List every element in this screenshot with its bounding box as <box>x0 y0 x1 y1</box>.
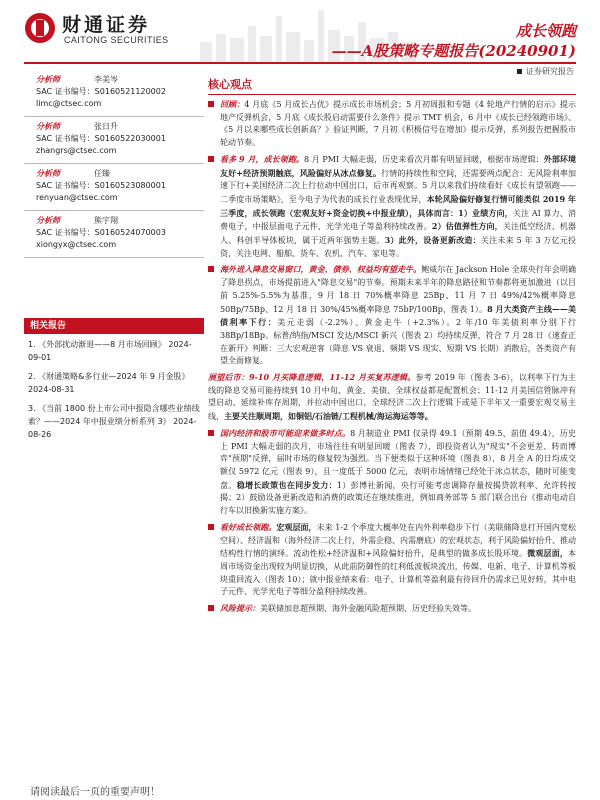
paragraph-text: 关注 AI 算力、消费电子，中报层面电子元件、光学光电子等盈利持续改善。 <box>220 208 576 232</box>
analyst-card <box>24 70 204 117</box>
analyst-card <box>24 211 204 258</box>
paragraph-text: 本周市场资金出现较为明显切换，从此前防御性的红利低波板块流出，传媒、电新、电子、计算机等板块重回流入（图表 10）；就中报业绩来看：电子、计算机等盈利最有待回升仍需求已见好转，其中电子元件、光学光电子等细分盈利持续改善。 <box>220 549 577 597</box>
review-paragraph <box>208 98 576 150</box>
overseas-rate-cut-paragraph <box>208 263 576 368</box>
core-views-heading: 核心观点 <box>208 78 576 95</box>
september-outlook-paragraph <box>208 153 576 261</box>
analyst-role: 分析师 <box>36 216 60 225</box>
report-title: 成长领跑 <box>515 22 576 40</box>
analyst-cert: SAC 证书编号：S0160522030001 <box>36 134 166 143</box>
logo-en-text: CAITONG SECURITIES <box>64 35 169 45</box>
analyst-cert: SAC 证书编号：S0160521120002 <box>36 87 166 96</box>
analyst-card <box>24 164 204 211</box>
analyst-name: 李美岑 <box>94 75 118 84</box>
paragraph-bold: 外部环境友好+经济预期触底，风险偏好从冰点修复。 <box>220 153 577 178</box>
paragraph-lead: 海外进入降息交易窗口，黄金、债券、权益均有望走牛。 <box>220 264 422 275</box>
red-bullet-icon <box>208 430 214 436</box>
square-bullet-icon <box>517 69 522 74</box>
paragraph-bold: 3）此外，设备更新改造： <box>384 235 481 246</box>
red-bullet-icon <box>208 524 214 530</box>
paragraph-bold: 2）估值弹性方向， <box>431 221 503 232</box>
analyst-role: 分析师 <box>36 75 60 84</box>
paragraph-text: 关注低空经济、机器人、科创半导体板块，属于近两年强势主题。 <box>220 222 577 246</box>
paragraph-text: 美联储加息超预期、海外金融风险超预期、历史经验失效等。 <box>260 604 476 614</box>
red-bullet-icon <box>208 266 214 272</box>
analyst-email[interactable]: zhangrs@ctsec.com <box>36 146 117 155</box>
paragraph-bold: 8 月大类资产主线——美债利率下行： <box>220 303 577 328</box>
disclaimer-footer: 请阅读最后一页的重要声明！ <box>30 787 160 798</box>
related-report-link[interactable]: 3. 《当前 1800 份上市公司中报隐含哪些业绩线索？——2024 年中报业绩分析系列 3》 2024-08-26 <box>28 404 200 439</box>
paragraph-text: 1）彭博社新闻，央行可能考虑调降存量按揭贷款利率、允许转按揭；2）鼓励设备更新改造和消费的政策还在继续推进，例如商务部等 5 部门联合出台《推动电动自行车以旧换新实施方案》。 <box>220 480 577 516</box>
analyst-role: 分析师 <box>36 122 60 131</box>
paragraph-text: 关注未来 5 年 3 万亿元投资，关注电网、船舶、货车、农机、汽车、家电等。 <box>220 236 576 258</box>
core-views-section <box>208 78 576 616</box>
paragraph-lead: 国内经济和股市可能迎来做多时点。 <box>220 427 351 438</box>
paragraph-lead: 展望后市：9-10 月买降息逻辑，11-12 月买复苏逻辑。 <box>208 372 416 383</box>
paragraph-text: 美元走弱（-2.2%）、黄金走牛（+2.3%）。2 年/10 年美债利率分别下行 38Bp/18Bp。标普/纳指/MSCI 发达/MSCI 新兴（图表 2）均持续反弹，符合 7 月 28 日《速查正在新开》判断：三大宏观逆客（降息 VS 衰退、频期 VS 现实、短期 VS 长期）消散后，各类资产有望全面修复。 <box>220 318 577 366</box>
report-type-label: 证券研究报告 <box>526 67 574 76</box>
paragraph-bold: 主要关注顺周期，如铜铝/石油链/工程机械/海运海运等等。 <box>224 411 433 422</box>
red-bullet-icon <box>208 101 214 107</box>
paragraph-text: 8 月 PMI 大幅走弱，历史来看次月都有明显回暖，根据市场逻辑： <box>304 154 544 164</box>
analyst-email[interactable]: xiongyx@ctsec.com <box>36 240 117 249</box>
paragraph-text: 8 月制造业 PMI 仅录得 49.1（预期 49.5、前值 49.4），历史上 PMI 大幅走弱的次月，市场往往有明显回暖（图表 7），即投资者认为"现实"不会更差、转而博弈"预期"反弹，届时市场的修复较为强烈。当下便类似于这种环境（图表 8），8 月全 A 的日均成交额仅 5972 亿元（图表 9），且一度低于 5000 亿元，表明市场情绪已经处于冰点状态，随时可能变盘。 <box>220 428 576 490</box>
domestic-economy-paragraph <box>208 427 576 518</box>
red-bullet-icon <box>208 156 214 162</box>
analyst-name: 张日升 <box>94 122 118 131</box>
related-report-link[interactable]: 2. 《财通策略&多行业—2024 年 9 月金股》 2024-08-31 <box>28 372 190 394</box>
red-bullet-icon <box>208 605 214 611</box>
company-logo <box>24 8 194 52</box>
paragraph-lead: 风险提示： <box>220 603 260 614</box>
analyst-cert: SAC 证书编号：S0160523080001 <box>36 181 166 190</box>
paragraph-bold: 微观层面， <box>527 548 569 559</box>
paragraph-text: 未来 1-2 个季度大概率处在内外利率稳步下行（美联储降息打开国内宽松空间）、经济温和（海外经济二次上行，外需企稳、内需磨底）的宏观状态，利于风险偏好抬升、推动结构性行情的演绎。流动性松+经济温和+风险偏好抬升，是典型的做多成长股环境。 <box>220 522 577 559</box>
paragraph-lead: 看多 9 月，成长领跑。 <box>220 153 305 164</box>
analyst-email[interactable]: limc@ctsec.com <box>36 99 102 108</box>
paragraph-bold: 宏观层面， <box>276 521 317 532</box>
paragraph-text: 参考 2019 年（图表 3-6），以利率下行为主线的降息交易可能持续到 10 月中旬，黄金、美债、全球权益都是配置机会；11-12 月美国信管脉冲有望启动、延续补库存周期，并拉动中国出口，全球经济二次上行逻辑下或是下半年又一重要宏观交易主线， <box>208 373 576 422</box>
market-outlook-paragraph <box>208 371 576 424</box>
header-divider <box>24 62 576 64</box>
paragraph-text: 行情的持续性和空间，还需要两点配合：无风险利率加速下行+美国经济二次上行拉动中国出口，后市再观察。5 月以来我们持续看好《成长有望领跑——二季度市场策略》，至今电子为代表的成长行业表现优异， <box>220 168 577 204</box>
related-reports-heading: 相关报告 <box>24 318 204 334</box>
analyst-name: 熊宇翔 <box>94 216 118 225</box>
report-type-tag <box>517 66 574 77</box>
paragraph-bold: 本轮风险偏好修复行情可能类似 2019 年三季度，成长领跑（宏观友好+资金切换+中报业绩），具体而言：1）业绩方向， <box>220 193 576 218</box>
paragraph-bold: 稳增长政策也在同步发力： <box>236 479 337 490</box>
growth-lead-paragraph <box>208 521 576 599</box>
analyst-sidebar <box>24 70 204 447</box>
logo-cn-text: 财通证券 <box>62 14 151 36</box>
analyst-cert: SAC 证书编号：S0160524070003 <box>36 228 166 237</box>
paragraph-text: 4 月底《5 月成长占优》提示成长市场机会；5 月初周报和专题《4 轮地产行情的启示》提示地产反弹机会，5 月底《成长股启动需要什么条件》提示 TMT 机会，6 月中《成长已经领跑市场》、《5 月以来哪些成长创新高？》验证判断，7 月初《积极信号在增加》提示反弹，系列报告把握股市轮动节奏。 <box>220 100 576 148</box>
report-subtitle: ——A股策略专题报告(20240901) <box>331 42 576 60</box>
analyst-role: 分析师 <box>36 169 60 178</box>
caitong-logo-icon <box>24 12 56 44</box>
risk-warning-paragraph <box>208 602 576 616</box>
related-report-link[interactable]: 1. 《外部扰动渐退——8 月市场回顾》 2024-09-01 <box>28 340 192 362</box>
paragraph-lead: 回顾： <box>220 99 245 109</box>
paragraph-lead: 看好成长领跑。 <box>220 521 277 532</box>
related-reports-list <box>24 334 204 441</box>
analyst-name: 任臻 <box>94 169 110 178</box>
analyst-email[interactable]: renyuan@ctsec.com <box>36 193 118 202</box>
paragraph-text: 鲍威尔在 Jackson Hole 全球央行年会明确了降息拐点，市场提前进入"降息交易"的节奏。预期未来半年的降息路径和节奏都将更加激进（以目前 5.25%-5.5%为基准，9 月 18 日 70%概率降息 25Bp、11 月 7 日 49%/42%概率降息 50Bp/75Bp、12 月 18 日 30%/45%概率降息 75bP/100Bp，图表 1）。 <box>220 265 577 314</box>
analyst-card <box>24 117 204 164</box>
